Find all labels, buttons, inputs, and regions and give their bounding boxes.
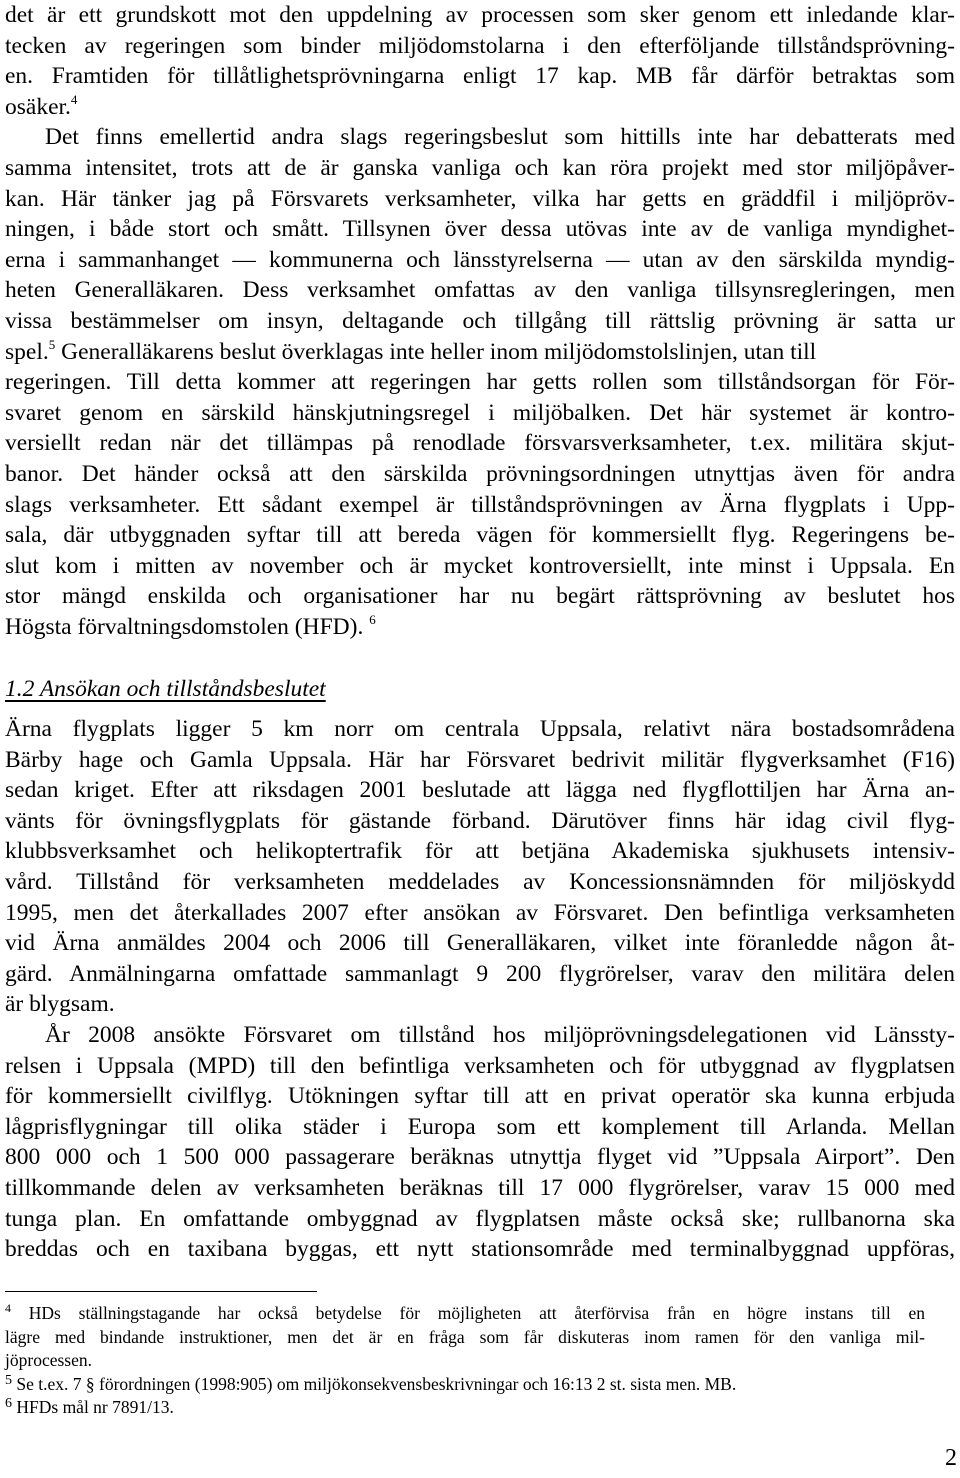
page-number: 2	[945, 1445, 957, 1471]
text-line: en. Framtiden för tillåtlighetsprövningarna enligt 17 kap. MB får därför betraktas som	[5, 63, 955, 90]
footnotes	[5, 1302, 925, 1420]
text-line: sala, där utbyggnaden syftar till att bereda vägen för kommersiellt flyg. Regeringens be-	[5, 522, 955, 549]
footnote-text: jöprocessen.	[5, 1350, 92, 1371]
text-line: banor. Det händer också att den särskilda prövningsordningen utnyttjas även för andra	[5, 460, 955, 487]
text-line: för kommersiellt civilflyg. Utökningen syftar till att en privat operatör ska kunna erbjuda	[5, 1083, 955, 1110]
text-line: kan. Här tänker jag på Försvarets verksamheter, vilka har getts en gräddfil i miljöpröv-	[5, 185, 955, 212]
text-line: slut kom i mitten av november och är mycket kontroversiellt, inte minst i Uppsala. En	[5, 552, 955, 579]
text-line: Bärby hage och Gamla Uppsala. Här har Försvaret bedrivit militär flygverksamhet (F16)	[5, 746, 955, 773]
footnote-reference-5[interactable]: 5	[48, 336, 56, 352]
text-line: är blygsam.	[5, 991, 115, 1018]
footnote-text: lägre med bindande instruktioner, men det är en fråga som får diskuteras inom ramen för den vanliga mil-	[5, 1326, 925, 1347]
text-line: Det finns emellertid andra slags regeringsbeslut som hittills inte har debatterats med	[45, 124, 955, 151]
text-line	[5, 92, 955, 123]
text-line: tillkommande delen av verksamheten beräknas till 17 000 flygrörelser, varav 15 000 med	[5, 1174, 955, 1201]
text-line: vård. Tillstånd för verksamheten meddelades av Koncessionsnämnden för miljöskydd	[5, 869, 955, 896]
text-fragment: osäker.	[5, 93, 71, 120]
text-line: svaret genom en särskild hänskjutningsregel i miljöbalken. Det här systemet är kontro-	[5, 399, 955, 426]
text-line: relsen i Uppsala (MPD) till den befintliga verksamheten och för utbyggnad av flygplatsen	[5, 1052, 955, 1079]
footnote-mark: 6	[5, 1396, 12, 1412]
text-line	[5, 612, 955, 643]
text-line: breddas och en taxibana byggas, ett nytt stationsområde med terminalbyggnad uppföras,	[5, 1236, 955, 1263]
text-line: tunga plan. En omfattande ombyggnad av flygplatsen måste också ske; rullbanorna ska	[5, 1205, 955, 1232]
text-line: klubbsverksamhet och helikoptertrafik för att betjäna Akademiska sjukhusets intensiv-	[5, 838, 955, 865]
footnote-reference-6[interactable]: 6	[369, 611, 376, 627]
text-line: erna i sammanhanget — kommunerna och länsstyrelserna — utan av den särskilda myndig-	[5, 246, 955, 273]
text-line: stor mängd enskilda och organisationer har nu begärt rättsprövning av beslutet hos	[5, 583, 955, 610]
text-line: vänts för övningsflygplats för gästande förband. Därutöver finns här idag civil flyg-	[5, 807, 955, 834]
footnote-text: HFDs mål nr 7891/13.	[16, 1397, 174, 1418]
footnote-4	[5, 1302, 925, 1326]
text-line: heten Generalläkaren. Dess verksamhet omfattas av den vanliga tillsynsregleringen, men	[5, 277, 955, 304]
footnote-5	[5, 1373, 925, 1397]
text-line: vid Ärna anmäldes 2004 och 2006 till Generalläkaren, vilket inte föranledde någon åt-	[5, 930, 955, 957]
section-heading: 1.2 Ansökan och tillståndsbeslutet	[5, 676, 326, 703]
body-text	[5, 0, 955, 1265]
footnote-reference-4[interactable]: 4	[70, 91, 78, 107]
text-line: tecken av regeringen som binder miljödomstolarna i den efterföljande tillståndsprövning-	[5, 32, 955, 59]
footnote-separator	[5, 1291, 317, 1292]
footnote-text: Se t.ex. 7 § förordningen (1998:905) om miljökonsekvensbeskrivningar och 16:13 2 st. sista men. MB.	[16, 1373, 737, 1394]
text-line	[5, 337, 955, 368]
text-line: lågprisflygningar till olika städer i Europa som ett komplement till Arlanda. Mellan	[5, 1113, 955, 1140]
text-fragment: spel.	[5, 338, 49, 365]
footnote-6	[5, 1396, 925, 1420]
text-line: År 2008 ansökte Försvaret om tillstånd hos miljöprövningsdelegationen vid Länssty-	[45, 1022, 955, 1048]
text-line: sedan kriget. Efter att riksdagen 2001 beslutade att lägga ned flygflottiljen har Ärna an-	[5, 777, 955, 804]
text-line: regeringen. Till detta kommer att regeringen har getts rollen som tillståndsorgan för För-	[5, 369, 955, 396]
text-line: vissa bestämmelser om insyn, deltagande och tillgång till rättslig prövning är satta ur	[5, 307, 955, 334]
text-line: gärd. Anmälningarna omfattade sammanlagt 9 200 flygrörelser, varav den militära delen	[5, 960, 955, 987]
text-fragment: Högsta förvaltningsdomstolen (HFD).	[5, 613, 364, 640]
text-line: ningen, i både stort och smått. Tillsynen över dessa utövas inte av de vanliga myndighet-	[5, 216, 955, 243]
text-line: 1995, men det återkallades 2007 efter ansökan av Försvaret. Den befintliga verksamheten	[5, 899, 955, 926]
text-line: versiellt redan när det tillämpas på renodlade försvarsverksamheter, t.ex. militära skjut-	[5, 430, 955, 457]
text-line: Ärna flygplats ligger 5 km norr om centrala Uppsala, relativt nära bostadsområdena	[5, 716, 955, 743]
text-fragment: Generalläkarens beslut överklagas inte heller inom miljödomstolslinjen, utan till	[55, 338, 817, 365]
text-line: samma intensitet, trots att de är ganska vanliga och kan röra projekt med stor miljöpåver-	[5, 154, 955, 181]
footnote-text: HDs ställningstagande har också betydelse för möjligheten att återförvisa från en högre instans till en	[28, 1303, 925, 1323]
text-line: slags verksamheter. Ett sådant exempel är tillståndsprövningen av Ärna flygplats i Upp-	[5, 491, 955, 518]
text-line: det är ett grundskott mot den uppdelning av processen som sker genom ett inledande klar-	[5, 2, 955, 28]
footnote-mark: 5	[5, 1372, 12, 1388]
footnote-mark: 4	[5, 1301, 11, 1315]
text-line: 800 000 och 1 500 000 passagerare beräknas utnyttja flyget vid ”Uppsala Airport”. Den	[5, 1144, 955, 1171]
